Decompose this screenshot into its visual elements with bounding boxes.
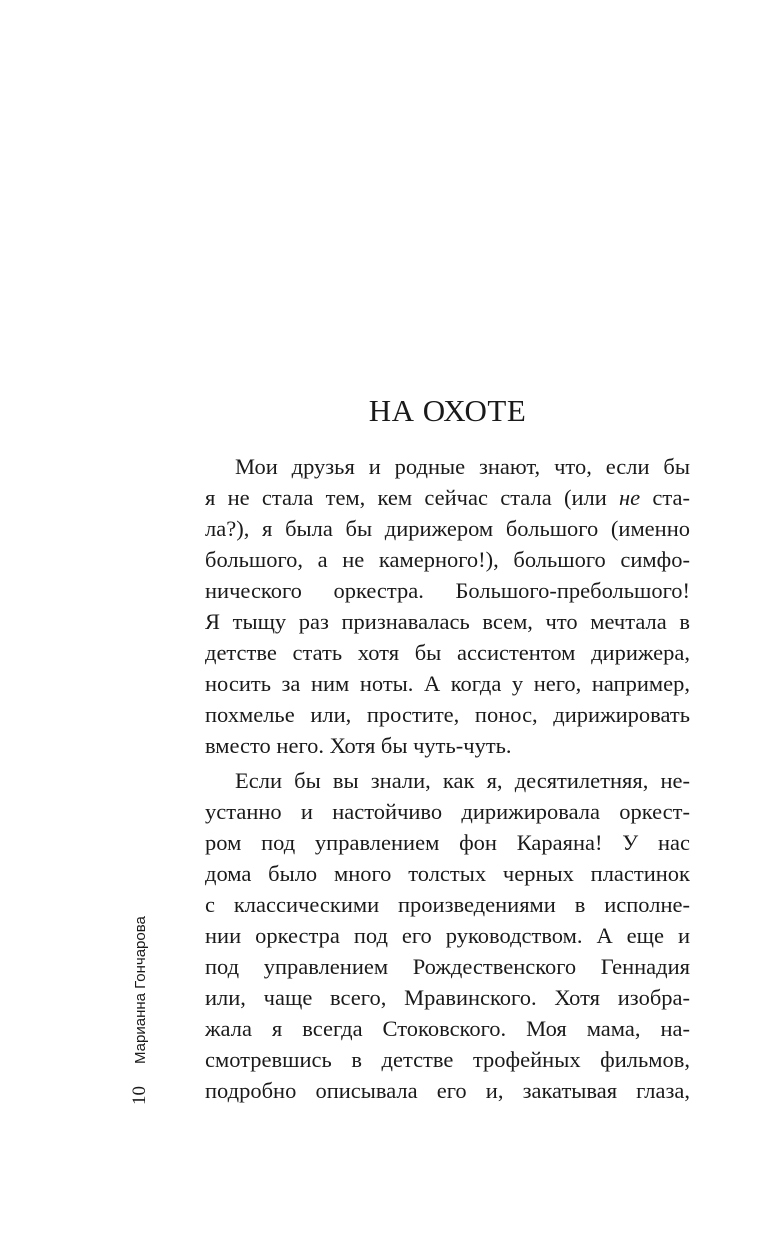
chapter-body: [205, 451, 690, 1106]
text-line: подробно описывала его и, закатывая глаза,: [205, 1078, 690, 1103]
text-segment: ста-: [640, 485, 690, 510]
paragraph-1: [205, 451, 690, 761]
text-line: Я тыщу раз признавалась всем, что мечтала в: [205, 609, 690, 634]
chapter-title: НА ОХОТЕ: [368, 393, 527, 428]
text-line: ром под управлением фон Караяна! У нас: [205, 830, 690, 855]
text-line: или, чаще всего, Мравинского. Хотя изобра-: [205, 985, 690, 1010]
text-line: нического оркестра. Большого-пребольшого!: [205, 578, 690, 603]
text-segment: я не стала тем, кем сейчас стала (или: [205, 485, 620, 510]
text-line: детстве стать хотя бы ассистентом дирижера,: [205, 640, 690, 665]
text-line: носить за ним ноты. А когда у него, например,: [205, 671, 690, 696]
text-line: похмелье или, простите, понос, дирижировать: [205, 702, 690, 727]
text-line: под управлением Рождественского Геннадия: [205, 954, 690, 979]
text-line: с классическими произведениями в исполне-: [205, 892, 690, 917]
text-line: ла?), я была бы дирижером большого (именно: [205, 516, 690, 541]
page-number: 10: [129, 1086, 150, 1105]
text-line: большого, а не камерного!), большого симфо-: [205, 547, 690, 572]
text-line: устанно и настойчиво дирижировала оркест-: [205, 799, 690, 824]
italic-emphasis: не: [619, 485, 641, 510]
text-line: Если бы вы знали, как я, десятилетняя, не-: [235, 768, 690, 793]
author-name: Марианна Гончарова: [132, 916, 149, 1064]
text-line-with-italic: [205, 482, 690, 513]
text-line: жала я всегда Стоковского. Моя мама, на-: [205, 1016, 690, 1041]
paragraph-2: [205, 765, 690, 1106]
text-line: дома было много толстых черных пластинок: [205, 861, 690, 886]
text-line: смотревшись в детстве трофейных фильмов,: [205, 1047, 690, 1072]
text-line: нии оркестра под его руководством. А еще и: [205, 923, 690, 948]
text-line: Мои друзья и родные знают, что, если бы: [235, 454, 690, 479]
text-line: вместо него. Хотя бы чуть-чуть.: [205, 733, 512, 758]
running-head: [129, 916, 151, 1105]
